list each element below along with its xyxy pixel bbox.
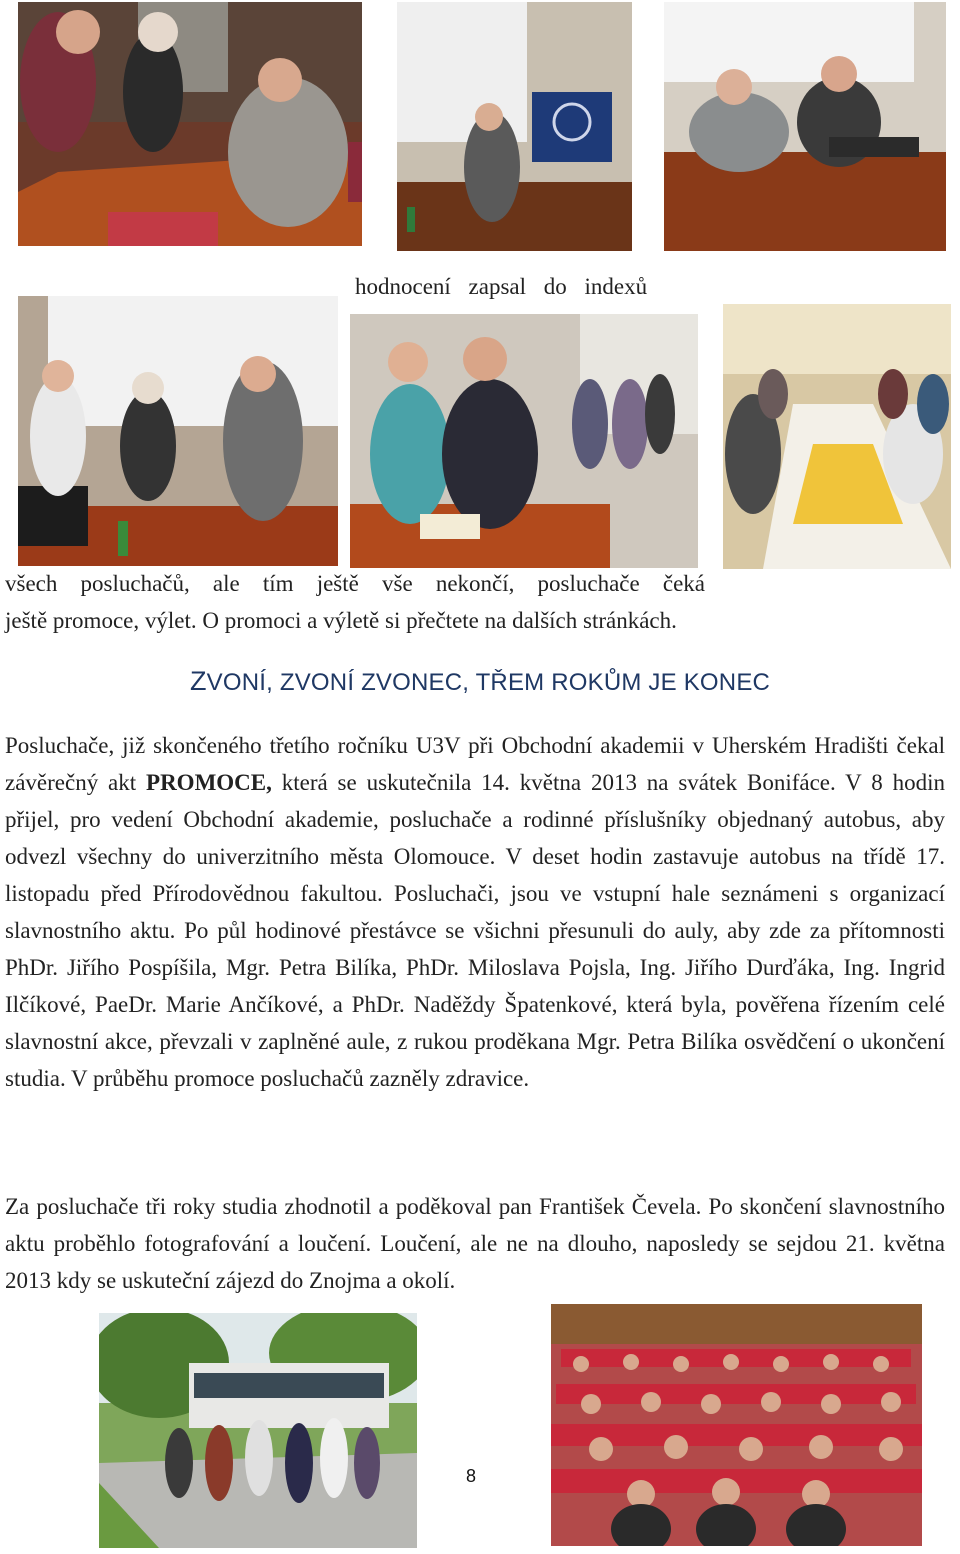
photo-signing-indexes — [18, 2, 362, 246]
heading-part-2: ZVONÍ ZVONEC, TŘEM ROKŮM JE KONEC — [279, 669, 771, 696]
intro-line-1: všech posluchačů, ale tím ještě vše nekončí, posluchače čeká — [5, 571, 705, 596]
heading-initial-1: Z — [189, 666, 207, 696]
photo-handshake — [18, 296, 338, 566]
photo-lecturer-at-desk — [397, 2, 632, 251]
photo-caption: hodnocení zapsal do indexů — [355, 274, 648, 299]
paragraph-1-part-1: Posluchače, již skončeného třetího ročníku U3V při Obchodní akademii v Uherském Hradišti čekal závěrečný akt — [5, 733, 945, 795]
paragraph-promoce — [5, 727, 945, 1097]
intro-line-2: ještě promoce, výlet. O promoci a výletě si přečtete na dalších stránkách. — [5, 608, 677, 633]
photo-two-men-at-table — [664, 2, 946, 251]
photo-bus-group — [99, 1313, 417, 1548]
paragraph-1-part-2: která se uskutečnila 14. května 2013 na svátek Bonifáce. V 8 hodin přijel, pro vedení Obchodní akademie, posluchače a rodinné příslušníky objednaný autobus, aby odvezl všechny do univerzitního města Olomouce. V deset hodin zastavuje autobus na třídě 17. listopadu před Přírodovědnou fakultou. Posluchači, jsou ve vstupní hale seznámeni s organizací slavnostního aktu. Po půl hodinové přestávce se všichni přesunuli do auly, aby zde za přítomnosti PhDr. Jiřího Pospíšila, Mgr. Petra Bilíka, PhDr. Miloslava Pojsla, Ing. Jiřího Durďáka, Ing. Ingrid Ilčíkové, PaeDr. Marie Ančíkové, a PhDr. Naděždy Špatenkové, která byla, pověřena řízením celé slavnostní akce, převzali v zaplněné aule, z rukou proděkana Mgr. Petra Bilíka osvědčení o ukončení studia. V průběhu promoce posluchačů zazněly zdravice. — [5, 770, 945, 1091]
heading-part-1: VONÍ, — [206, 669, 280, 696]
section-heading — [0, 666, 960, 697]
photo-banquet-table — [723, 304, 951, 569]
paragraph-farewell: Za posluchače tři roky studia zhodnotil a poděkoval pan František Čevela. Po skončení slavnostního aktu proběhlo fotografování a loučení. Loučení, ale ne na dlouho, naposledy se sejdou 21. května 2013 kdy se uskuteční zájezd do Znojma a okolí. — [5, 1194, 945, 1293]
photo-aula-audience — [551, 1304, 922, 1546]
page-number: 8 — [466, 1466, 477, 1486]
paragraph-1-bold: PROMOCE, — [146, 770, 272, 795]
intro-text — [5, 565, 945, 639]
photo-two-women — [350, 314, 698, 568]
